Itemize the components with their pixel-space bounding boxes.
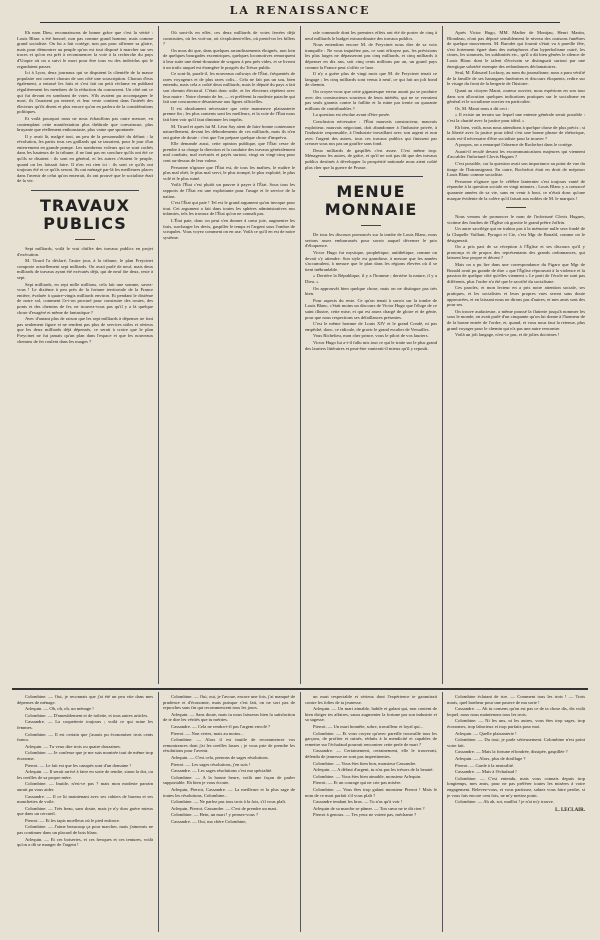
- paragraph: Personne n'ignore que l'État est, de tous les maîtres, le maître le plus mal obéi, le plus mal servi, le plus trompé, le plus exploité, le plus volé et le plus ruiné.: [163, 164, 295, 181]
- column-2: [163, 30, 295, 684]
- paragraph: A propos, on a remarqué l'absence de Rochefort dans le cortège.: [455, 142, 573, 148]
- dialogue-line: Pierrot. — Garde à la neutralité.: [455, 762, 515, 768]
- column-divider: [158, 692, 159, 932]
- column-divider: [442, 692, 443, 932]
- paragraph-divider: [506, 207, 526, 208]
- dialogue-line: Cassandre tendant les bras. — Tu n'as qu'à voir !: [313, 799, 403, 805]
- dialogue-line: Colombine. — Inutile, n'est-ce pas ? mais mon modeste parrain aurait pu vous aider.: [17, 781, 153, 792]
- dialogue-line: Arlequin. — Et ces boiseries, et ces fresques et ces tentures, voilà qu'on a dû se manger de l'argent !: [17, 836, 153, 848]
- column-divider: [158, 26, 159, 684]
- dialogue-line: Cassandre. — Les sages résolutions c'est ma spécialité.: [171, 768, 273, 774]
- dialogue-column-2: [163, 694, 295, 934]
- paragraph: De tous les discours prononcés sur la tombe de Louis Blanc, nous serions assez embarrassés pour savoir auquel décerner le prix d'éloquence.: [305, 232, 437, 249]
- paragraph: Eh mon Dieu, reconnaissons de bonne grâce que c'est la vérité : Louis Blanc a été honoré, non pas comme grand homme, mais comme grand socialiste. On lui a fait cortège, non pas pour affirmer sa gloire, mais pour démontrer au peuple qu'on est tout disposé à marcher sur ses traces et qu'on est prêt à recommencer la voie à la recherche du pays d'Utopie où on a suivi le mort pour être tous vu des individus qui le regardaient passer.: [17, 30, 153, 69]
- paragraph: Quant au citoyen Marat, orateur ouvrier, nous espérions en son tour dans son allocution quelques indications pratiques sur le socialisme en général et le socialisme ouvrier en particulier.: [447, 87, 585, 105]
- paragraph: Nous entendons encore M. de Freycinet nous dire de sa voix tranquille : Ne vous inquiétez pas, ce sont effrayez pas, les prévisions les plus larges ne dépasseront pas cinq milliards, et cinq milliards à dépenser en dix ans, soit cinq cents millions par an, un grand pays comme la France peut s'offrir ce luxe.: [305, 42, 437, 70]
- dialogue-line: Colombine. — Ni les uns, ni les autres, vous êtes trop sages, trop économes, trop laborieux et trop parfaits pour moi.: [447, 718, 585, 729]
- dialogue-line: Colombine. — Alors il est inutile de recommencer vos remontrances dont j'ai les oreilles lasses ; je vous prie de prendre les résolutions pour l'avenir.: [163, 737, 295, 754]
- paragraph: Nous venons de prononcer le nom de l'infortuné Clovis Hugues, victime des foudres de l'Église où gravite le grand prêtre Joffrin.: [447, 214, 585, 225]
- dialogue-line: Colombine. — D'ameublement et de toilette, et tous autres articles.: [25, 712, 149, 718]
- dialogue-line: un mari respectable et sérieux dont l'expérience te garantirait contre les folies de ta jeunesse.: [305, 694, 437, 705]
- dialogue-line: Colombine. — Hein, un mari ! y pensez-vous ?: [171, 812, 259, 818]
- dialogue-line: Colombine. — Vous êtes bien bon, monsieur Cassandre.: [313, 760, 417, 766]
- dialogue-line: Cassandre. — Mais à l'échafaud !: [455, 769, 517, 775]
- paragraph: Il est absolument nécessaire que cette manœuvre plaisanterie prenne fin ; les plus contents sont les meilleurs, et la voie de l'État nous fait bien voir qu'il faut diminuer les impôts.: [163, 105, 295, 122]
- paragraph: Victor Hugo fut mystique, prophétique, antithétique, comme on devait s'y attendre. Son style est grandiose, à mesure que les années s'accumulent, à mesure que le plan dans les régions élevées où il se tient inébranlable.: [305, 250, 437, 272]
- dialogue-line: Cassandre. — Oui, ma chère Colombine,: [171, 818, 247, 824]
- paragraph: Personne n'ignore que le célèbre lanternier s'est toujours vanté de répondre à la question sociale en vingt minutes ; Louis Blanc y a consacré quarante années de sa vie, sans en venir à bout, ce n'était donc qu'une marque évidente de la colère qu'il faisait aux nobles de M. le marquis !: [447, 178, 585, 201]
- article-separator: [31, 190, 139, 191]
- dialogue-line: Colombine. — Je confesse que je me suis montrée tout de même trop économe.: [17, 750, 153, 761]
- dialogue-line: Arlequin. — Oh, oh, oh, un ménage !: [25, 706, 94, 712]
- author-signature: L. LECLAIR.: [555, 807, 585, 813]
- dialogue-line: Colombine éclatant de rire. — Comment tous les trois ! — Trois maris, quel bonheur pour une pauvre de ma sorte !: [447, 694, 585, 705]
- dialogue-line: Cassandre. — Mais la fortune effondrée, dissipée, gaspillée ?: [455, 749, 568, 755]
- dialogue-column-1: [17, 694, 153, 934]
- masthead: LA RENAISSANCE: [229, 4, 371, 17]
- column-4: [447, 30, 585, 684]
- paragraph: Or, M. Marat nous a dit ceci :: [455, 105, 510, 111]
- paragraph: Ces paroles, et mon lecteur en a pris notre attention sociale, ses pratiques, et les socialistes et leurs propres vues seront sans doute approuvées, et en laissant nous ne dirons pas d'autres, et mes amis sont des pour ses.: [447, 285, 585, 308]
- paragraph: Sept milliards, en sept mille millions, cela fait une somme, savez-vous ! Le dixième à peu près de la fortune territoriale de la France entière, évaluée à quatre-vingts milliards environ. Et pendant le dixième de notre sol, comment l'a-t-on procuré pour construire des routes, des ponts et des chemins de fer, ne trouvez-vous pas qu'il y a là quelque chose d'exagéré et même de fantastique ?: [17, 281, 153, 315]
- dialogue-line: Colombine. — Du tout, je parle sérieusement. Colombine n'est point votre fait.: [447, 737, 585, 748]
- paragraph: M. Tirard et après lui M. Léon Say aient de faire bonne contenance naturellement, devant les débordements de ces milliards, mais ils n'en ont guère de doute : c'est que l'on prépare quelque chose d'imprévu.: [163, 123, 295, 140]
- paragraph: Où sont-ils en effet, ces deux milliards de voies ferrées déjà construites, où les voit-on, où s'exploitent-elles, où prend-on les billets ?: [163, 30, 295, 47]
- paragraph: On approuvât bien quelque chose, mais on ne distingue pas très bien.: [305, 285, 437, 297]
- section-heading: MENUE MONNAIE: [324, 182, 418, 220]
- paragraph: Il y avait là, malgré tout, un peu de la personnalité du défunt : la révolution, les partis tous ces gaillards qui se tassaient, pour le jour d'un enterrement en grande pompe. Les nombreux voleurs qui se sont cachés dans les hauteurs de la tribune, il ne faut pas en conclure qu'ils ont été ce qu'ils se disaient : ils sont en général, et les autres c'étaient le peuple, quand on les laissait faire. Il n'en est rien ici : ils sont ce qu'ils ont toujours été et ce qu'ils seront. Ils ont ménagé par-là les meilleures places dans l'avenir de celui qu'on enterrait, ils ont prouvé que le socialiste était de la vie.: [17, 133, 153, 184]
- dialogue-line: Arlequin. — C'est cela, prenons de sages résolutions.: [171, 754, 269, 760]
- paragraph: L'État paie, donc on peut s'en donner à cœur joie, augmenter les frais, surcharger les devis, gaspiller le temps et l'argent sous l'ombre de scrupules. Vous voyez comment on en use. Voilà ce qu'il en est de notre système.: [163, 218, 295, 240]
- dialogue-line: Arlequin, Pierrot, Cassandre. — La meilleure et la plus sage de toutes les résolutions, Colombine...: [163, 786, 295, 798]
- dialogue-line: Colombine. — Très beau, sans doute, mais je n'y dors guère mieux que dans un cercueil.: [17, 805, 153, 817]
- dialogue-line: Pierrot. — Et un courage qui ne crie pas misère.: [313, 780, 402, 786]
- paragraph: Il n'y a guère plus de vingt mois que M. de Freycinet tenait ce langage ; les cinq milliards sont venus à neuf, ce qui fait un joli bond de chemin.: [305, 71, 437, 88]
- dialogue-line: Colombine. — Vous êtes bien aimable, monsieur Arlequin.: [313, 773, 422, 779]
- paragraph: Deux milliards de gaspillés c'est assez. C'est même trop. Ménageons les autres, de grâce, et qu'il ne soit pas dit que des travaux publics destinés à développer la prospérité nationale nous aient coûté plus cher que la guerre de Prusse.: [305, 147, 437, 170]
- paragraph: rale commode dont les premiers effets ont été de porter de cinq à neuf milliards le budget extraordinaire des travaux publics.: [305, 30, 437, 41]
- article-renan-part: [17, 30, 153, 184]
- paragraph: Avec d'autant plus de raison que les sept milliards à dépenser ne font pas seulement figure et ne rendent pas plus de services utiles et sérieux que les deux milliards déjà dépensés, ce serait à croire que le plan Freycinet ne fut jamais qu'un plan dans l'espace et que les nouveaux chemins de fer roulent dans les nuages ?: [17, 316, 153, 344]
- paragraph: Ce sont-là, paraît-il, les nouveaux railways de l'État, fréquentés de rares voyageurs et de plus rares colis... Cela ne fait pas un sou, bien entendu, mais cela a coûté deux milliards, mais le député du pays a fait son chemin électoral. C'était donc utile, et les électeurs répètent avec leur maire : Notre chemin de fer, — et préfèrent la modeste patache qui fait une concurrence désastreuse aux lignes officielles.: [163, 71, 295, 105]
- column-3: [305, 30, 437, 684]
- paragraph: On trouve audacieuse, a même poussé la flatterie jusqu'à nommer les sous le monde, on avait parlé d'un cinquante qu'on lui donne à l'honneur de de la bonne entrée de l'ordre, et, quand, et vous nous faut la retenue, plus grand voyager pour le chemin qui n'a pas une autre rencontre.: [447, 308, 585, 331]
- paragraph: C'est possible, car la question avait son importance au point de vue du tirage de l'Intransigeant. En outre, Rochefort était en droit de mépriser Louis Blanc comme socialiste.: [447, 161, 585, 178]
- dialogue-line: Pierrot. — Le fait est que les canapés sont d'un domaine !: [25, 762, 131, 768]
- paragraph: Sept milliards, voilà le vrai chiffre des travaux publics en projet d'exécution.: [17, 246, 153, 257]
- dialogue-line: Pierrot à genoux. — Tes yeux ne voient pas, méchante ?: [313, 812, 417, 818]
- column-divider: [300, 26, 301, 684]
- paragraph: Elle demande aussi, cette opinion publique, que l'État cesse de prendre à sa charge la direction et la conduite des travaux généralement mal conduits, mal exécutés et payés surtout, vingt ou vingt-cinq pour cent au-dessus de leur valeur.: [163, 141, 295, 164]
- dialogue-line: Cassandre. — Cela ne rendra-t-il pas l'argent envolé ?: [171, 723, 271, 729]
- paragraph: Victor Hugo lui a-t-il fallu mis tout ce qui le traite sur le plus grand des lauriers littéraires et peut-être vanterait-il mieux qu'il y reposât.: [305, 339, 437, 351]
- heading-rule: [75, 239, 95, 240]
- paragraph: Aurait-il reculé devant les excommunications majeures qui viennent d'accabler l'infortuné Clovis Hugues ?: [447, 148, 585, 160]
- dialogue-line: Cassandre. — La coquetterie toujours ; voilà ce qui ruine les femmes.: [17, 719, 153, 730]
- paragraph: Voilà un joli langage, n'est-ce pas, et de jolies doctrines !: [455, 332, 560, 338]
- paragraph: Vous Richelieu, mon cher prince, vous le pilori de vos lauriers.: [313, 333, 429, 339]
- paragraph: Conclusion nécessaire : l'État mauvais constructeur, mauvais exploiteur, mauvais négociant, doit abandonner à l'industrie privée, à l'industrie responsable, à l'industrie travaillant avec son argent et non avec l'argent des autres, tous ces travaux publics qui finissent par creuser sous nos pas un gouffre sans fond.: [305, 118, 437, 147]
- paragraph: On croyez-vous que cette gigantesque erreur aurait pu se produire avec des constructeurs soucieux de leurs intérêts, qui ne se verraient pas seuls garants contre la faillite et la ruine par trente ou quarante millions de contribuables ?: [305, 88, 437, 111]
- paragraph: Eh bien, voilà, nous nous attendions à quelque chose de plus précis ; si la liberté avec la justice pour idéal c'est une bonne phrase de rhétorique, mais est-il nécessaire d'être socialiste pour la trouver ?: [447, 124, 585, 141]
- dialogue-line: Arlequin. — Alors, plus de dorillage ?: [455, 755, 526, 761]
- paragraph: Un autre sacrilège qui ne trahira pas à la mémoire nulle sera fondé de la Chapelle Vaillant, Pyragot et Cie, c'est Mgr de Bonald, comme on le désignerait.: [447, 226, 585, 243]
- section-heading: TRAVAUX PUBLICS: [39, 196, 131, 234]
- paragraph: Mais on a pu lire dans une correspondance du Figaro que Mgr de Bonald avait pu grande de dire « que l'Église réprouvait à la violence et la passion de quelque côté qu'elles viennent » Le parti de l'école ne sont pas différents, plus l'ordre n'a été que le sacrifié du socialisme.: [447, 261, 585, 284]
- dialogue-line: Arlequin, Pierrot, Cassandre. — C'est de prendre un mari.: [171, 805, 278, 811]
- dialogue-line: Cassandre. — Il ce lit maintenant avec ses cahiers de bureau et ses manchettes de voile.: [17, 793, 153, 805]
- dialogue-line: Colombine. — Vous êtes trop galant monsieur Pierrot ! Mais le nom de ce mari parfait s'il vous plaît ?: [305, 786, 437, 798]
- dialogue-line: Arlequin. — A défaut d'argent, tu n'as pas les trésors de la beauté.: [313, 767, 434, 773]
- column-1: [17, 30, 153, 684]
- dialogue-column-3: [305, 694, 437, 934]
- dialogue-line: Arlequin de sa marche se pâmer. — Ton cœur ne te dit rien ?: [313, 805, 425, 811]
- paragraph: « Derrière la République, il y a l'homme ; derrière la nature, il y a Dieu. »: [305, 273, 437, 284]
- heading-rule: [361, 225, 381, 226]
- paragraph: Et voilà pourquoi nous ne nous échauffons pas outre mesure, en contemplant cette manifestation plus théâtrale que convaincue, plus bruyante que réellement enthousiaste, plus vaine que spontanée.: [17, 115, 153, 133]
- dialogue-line: Pierrot. — Les sages résolutions, j'en suis !: [171, 761, 251, 767]
- paragraph: C'est le même homme de Louis XIV et le grand Condé, ni pas empêché, donc, ce ridicule, de gravir le grand escalier de Versailles.: [305, 321, 437, 332]
- dialogue-line: Colombine. — Et vous croyez qu'avec pareille trouvaille tous les garçons, de profiter et ruinés, réduits à la mendicité et capables de remettre sur l'échafaud pourrait rencontrer cette perle de mari ?: [305, 730, 437, 747]
- article-separator: [319, 176, 423, 177]
- dialogue-line: Colombine. — J'aime beaucoup ça pour marcher, mais j'aimerais ne pas continuer dans un placard de bois blanc.: [17, 824, 153, 836]
- dialogue-line: Arlequin. — Un mari aimable, habile et galant qui, non content de bien diriger tes affaires, saura augmenter la fortune par son industrie et sa sagesse.: [305, 706, 437, 723]
- column-divider: [300, 692, 301, 932]
- feuilleton-rule: [12, 688, 588, 690]
- paragraph: Voilà l'État c'est plutôt un pauvre à payer à l'État. Sous tous les rapports de l'État est une exploitante pour l'usage et le service de la nation.: [163, 182, 295, 199]
- dialogue-line: Colombine. — C'est entendu, mais vous connais depuis trop longtemps, mes amis, pour ne pas préférer toutes les misères à votre engagement. Relevez-vous, et vous partissez, saluez vous faire perdre, si je vous fais encore cent fois, ne m'y mettez point.: [447, 775, 585, 798]
- paragraph: Après Victor Hugo, MM. Madier de Montjau, Henri Martin, Blondeau, n'ont pas déposé sensiblement le niveau des oraisons funèbres de quelque mouvement. M. Barodet qui fournit s'était vu à pareille fête, s'est fortement égaré dans des métaphores d'un hyperbolisme outré, les cimes, les sommets, les sublimités etc., qu'il a dit bien gênées le silence de Louis Blanc dont le talent d'écrivain se distinguait surtout par une énergique sobriété exempte des redondances déclamatoires.: [447, 30, 585, 69]
- paragraph: On a pris part de sa réception à l'Église et ses discours qu'il y prononça et de propos des représentants des grands ordonnances, qui laissent leur propre et décent ?: [447, 244, 585, 261]
- dialogue-column-4: [447, 694, 585, 934]
- paragraph: Seul, M. Édouard Lockroy, au nom du journalisme, nous a paru vérifié de la famille de ses harangues funéraires et discours éloquents, redire sur le visage du front de la bergerie de l'histoire.: [447, 70, 585, 87]
- dialogue-line: Colombine. — Oui, oui, je l'avoue, encore une fois, j'ai manqué de prudence et d'économie, mais puisque c'est fait, on ne sort pas de reproches sans fin qui recommencent tous les jours.: [163, 694, 295, 711]
- dialogue-line: Cassandre. — Ah tu consens qu'on est pas ce de ta chose dis, dis voilà lequel, nous nous maintenons tous les trois.: [447, 706, 585, 717]
- paragraph: Ici à Lyon, deux journaux qui se disputent la clientèle de la masse populaire ont ouvert chacun de son côté une souscription. Chacun d'eux également, a entassé les faits et s'est fait un petit réclame en publiant régulièrement les membres de la rédaction du concurrent. Un côté ont ce qui fut devant en sombrant de votes. S'ils avaient pu accompagner le mort, ils l'auraient pu enterré, et leur veste contient dans l'intérêt des électeurs qu'ils disent et plus encore qu'on en parlera de la considérations politiques.: [17, 70, 153, 115]
- dialogue-line: Colombine. — Ne parlez pas tous trois à la fois, s'il vous plaît.: [171, 799, 287, 805]
- dialogue-line: Colombine. — A la bonne heure, voilà une façon de parler supportable. Eh bien je vous écoute.: [163, 774, 295, 786]
- paragraph: « Il existe un terrain sur lequel une entente générale serait possible : c'est la charité avec la justice pour idéal. »: [447, 112, 585, 123]
- paragraph: Pour aspects du reste. Ce qu'on tenait à savoir sur la tombe de Louis Blanc, c'était moins un discours de Victor Hugo que l'éloge de ce saint illustre, cette mise, et qui est assez chargé de gloire et de génie, pour que nous respections ses défaillances présentes.: [305, 297, 437, 320]
- dialogue-line: Pierrot. — Un mari honnête, sobre, travailleur et loyal qui...: [313, 723, 424, 729]
- dialogue-line: Colombine. — Ah ah, sot, maillot ! je n'ai m'y trouve.: [455, 799, 554, 805]
- paragraph: On nous dit que, dans quelques arrondissements éloignés, non loin de quelques bourgades excentriques, quelques locomotives remorquent à leur suite une demi-douzaine de wagons à peu près vides, et se livrent à un trafic auquel est étrangère le progrès du Trésor public.: [163, 47, 295, 70]
- column-divider: [442, 26, 443, 684]
- paragraph: M. Tirard l'a déclaré, l'autre jour, à la tribune, le plan Freycinet comporte actuellement sept milliards. On avait parlé de neuf, mais deux milliards de travaux ayant été exécutés déjà, qui de neuf ôte deux, reste à sept.: [17, 258, 153, 280]
- paragraph: La question est résolue avant d'être posée.: [313, 112, 391, 118]
- dialogue-line: Pierrot. — Et les tapis moelleux où le pied enfonce.: [25, 817, 121, 823]
- dialogue-line: Colombine. — Il est certain que j'aurais pu économiser trois cents francs.: [17, 731, 153, 743]
- dialogue-line: Arlequin. — Quelle plaisanterie !: [455, 730, 517, 736]
- dialogue-line: Colombine. — Oui, je reconnais que j'ai été un peu vite dans mes dépenses de ménage.: [17, 694, 153, 705]
- dialogue-line: Pierrot. — Non certes, mais au moins...: [171, 730, 244, 736]
- paragraph: C'est l'État qui paie ! Tel est le grand argument qu'on invoque pour tout. Cet argument a fait dans toutes les sphères administratives nos infamies, tels les travaux de l'État qu'on ne connaît pas.: [163, 200, 295, 217]
- dialogue-line: Cassandre. — Certainement, certainement, elle le trouverait, défendu de jeunesse ne sont pas impertinentes.: [305, 748, 437, 759]
- dialogue-line: Arlequin. — Il serait arrivé à faire en sorte de rendre, sinon la dot, ou les oreilles de sa propre mère.: [17, 769, 153, 780]
- dialogue-line: Arlequin. — Sans doute, mais tu nous laisseras bien la satisfaction de te dire les vérités que tu mérites.: [163, 711, 295, 723]
- dialogue-line: Arlequin. — Tu veux dire trois ou quatre douzaines.: [25, 743, 121, 749]
- masthead-rule: [40, 22, 560, 23]
